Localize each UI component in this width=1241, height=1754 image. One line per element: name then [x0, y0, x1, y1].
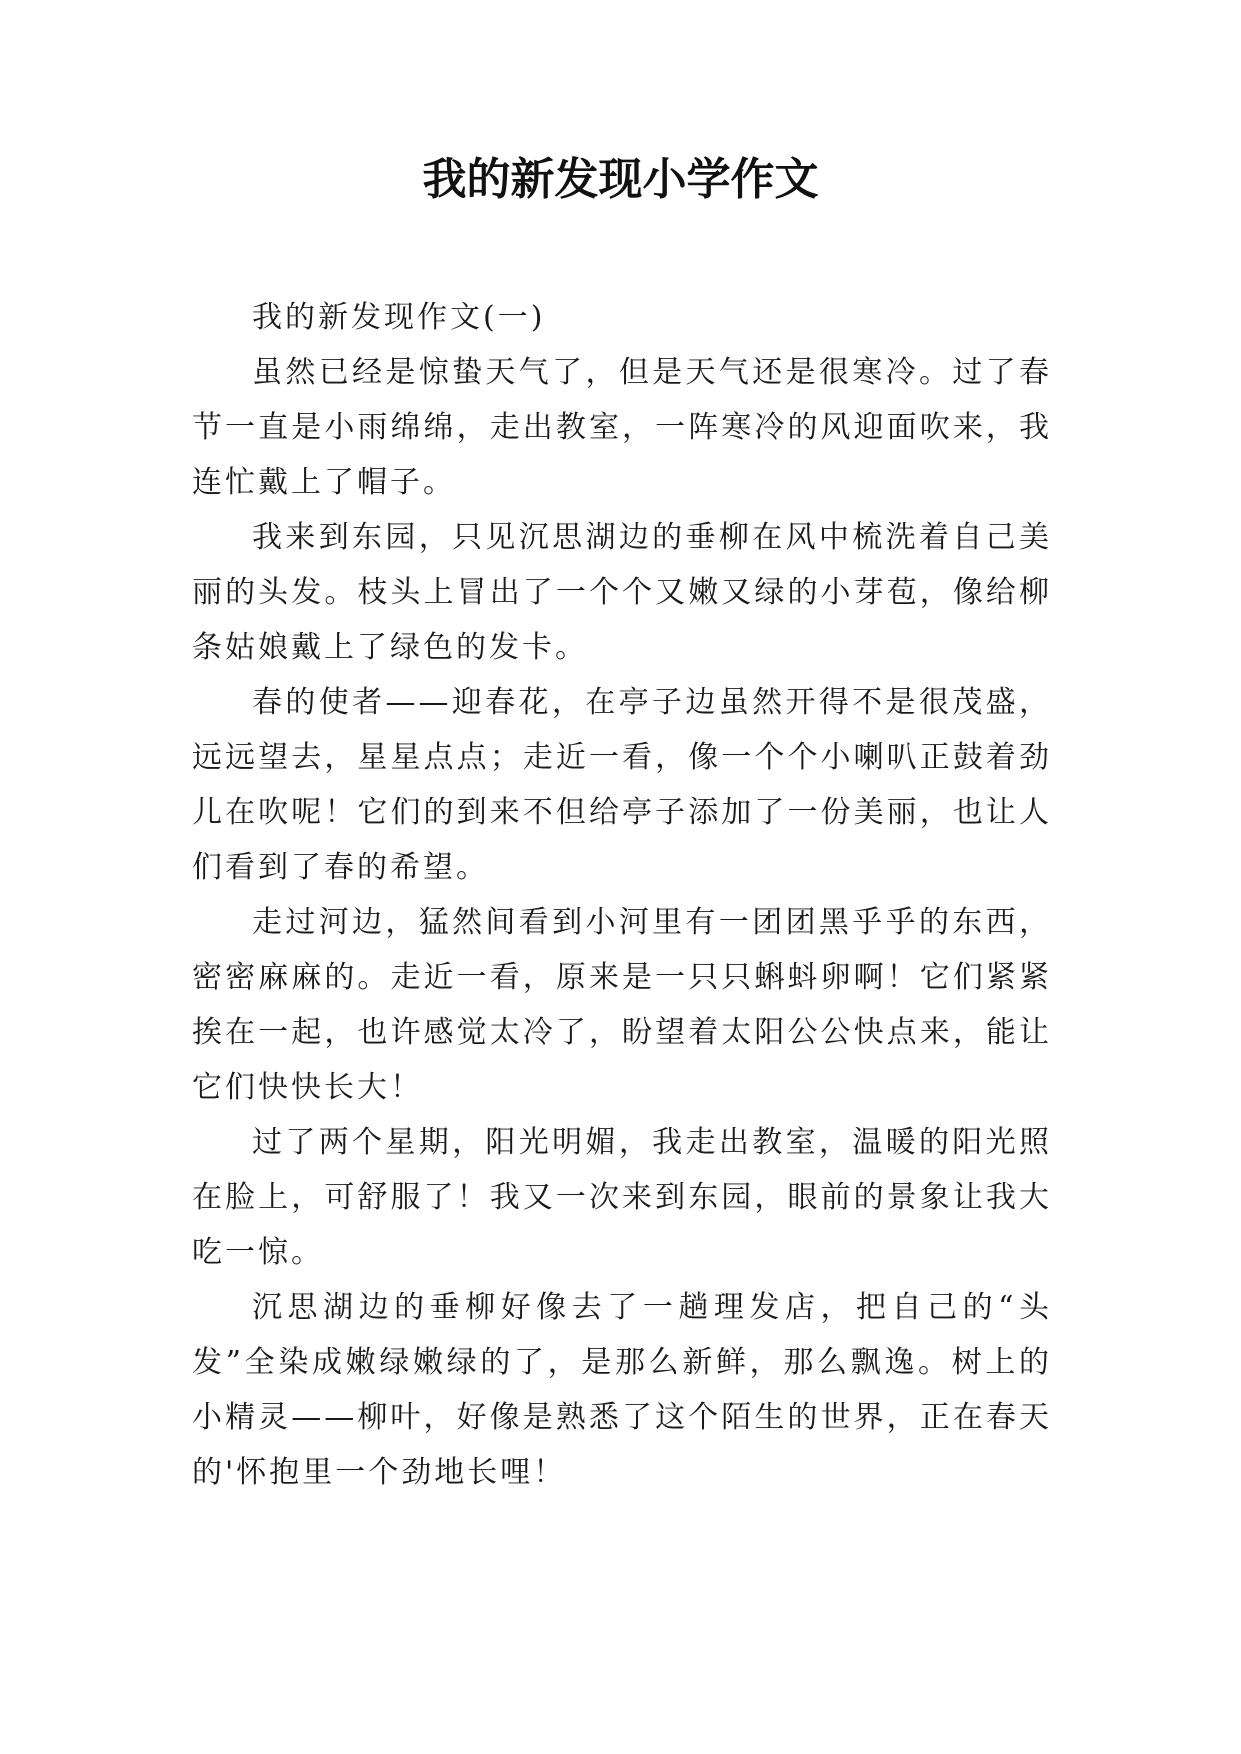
paragraph: 春的使者——迎春花，在亭子边虽然开得不是很茂盛，远远望去，星星点点；走近一看，像一个个小喇叭正鼓着劲儿在吹呢！它们的到来不但给亭子添加了一份美丽，也让人们看到了春的希望。 [192, 685, 1052, 885]
paragraph: 虽然已经是惊蛰天气了，但是天气还是很寒冷。过了春节一直是小雨绵绵，走出教室，一阵寒冷的风迎面吹来，我连忙戴上了帽子。 [192, 355, 1052, 500]
essay-body [192, 290, 1052, 1500]
essay-subtitle: 我的新发现作文(一) [252, 300, 546, 335]
paragraph: 我来到东园，只见沉思湖边的垂柳在风中梳洗着自己美丽的头发。枝头上冒出了一个个又嫩又绿的小芽苞，像给柳条姑娘戴上了绿色的发卡。 [192, 520, 1052, 665]
paragraph: 走过河边，猛然间看到小河里有一团团黑乎乎的东西，密密麻麻的。走近一看，原来是一只只蝌蚪卵啊！它们紧紧挨在一起，也许感觉太冷了，盼望着太阳公公快点来，能让它们快快长大！ [192, 905, 1052, 1105]
paragraph: 沉思湖边的垂柳好像去了一趟理发店，把自己的“头发”全染成嫩绿嫩绿的了，是那么新鲜，那么飘逸。树上的小精灵——柳叶，好像是熟悉了这个陌生的世界，正在春天的'怀抱里一个劲地长哩！ [192, 1290, 1052, 1490]
page-title: 我的新发现小学作文 [422, 154, 819, 205]
paragraph: 过了两个星期，阳光明媚，我走出教室，温暖的阳光照在脸上，可舒服了！我又一次来到东园，眼前的景象让我大吃一惊。 [192, 1125, 1052, 1270]
